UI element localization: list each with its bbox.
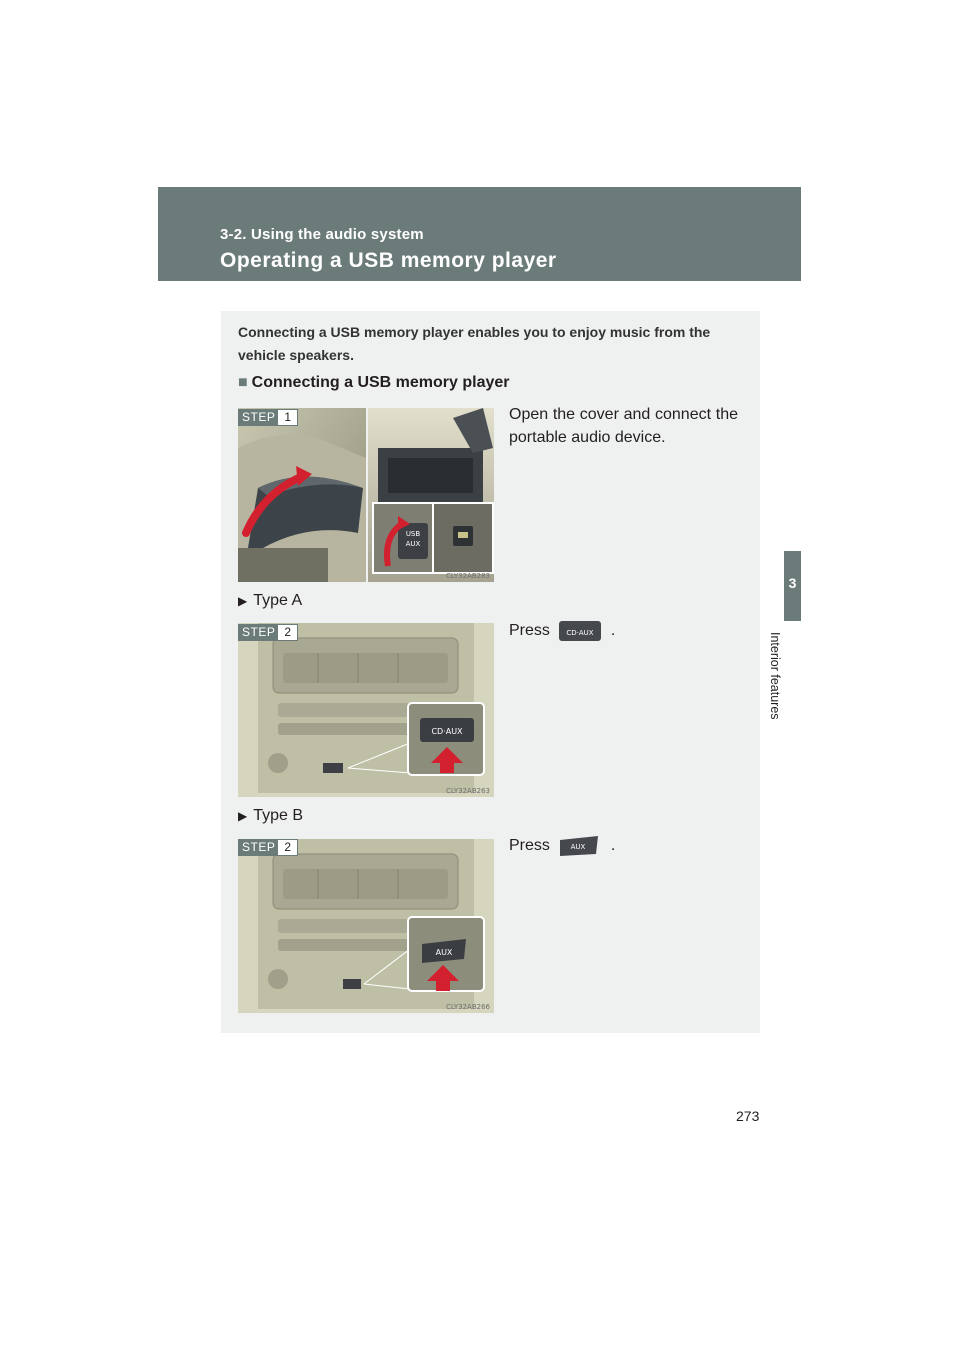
chapter-label-text: Interior features (768, 632, 782, 720)
triangle-bullet-icon: ▶ (238, 809, 248, 823)
content-panel (221, 311, 760, 1033)
square-bullet-icon: ■ (238, 374, 248, 391)
figure-code: CLY32AB266 (446, 1003, 490, 1011)
step-1-badge (238, 409, 298, 426)
press-word: Press (509, 622, 550, 640)
step-2b-badge (238, 839, 298, 856)
type-b-text: Type B (253, 807, 304, 824)
chapter-number: 3 (788, 575, 797, 591)
step-1-text: Open the cover and connect the portable audio device. (509, 406, 738, 446)
figure-code: CLY32AB263 (446, 787, 490, 795)
period: . (610, 837, 616, 855)
inset-label-usb: USB (405, 530, 421, 538)
chapter-tab[interactable] (784, 551, 801, 621)
figure-code: CLY32AB283 (446, 572, 490, 580)
step-word: STEP (239, 625, 278, 640)
subheading (238, 374, 510, 392)
step-word: STEP (239, 410, 278, 425)
step-number: 2 (284, 625, 292, 639)
inset-label-aux: AUX (405, 540, 421, 548)
page-title: Operating a USB memory player (220, 249, 557, 272)
press-word: Press (509, 837, 550, 855)
step-1-figure (238, 408, 494, 582)
step-2b-figure (238, 839, 494, 1013)
type-a-text: Type A (253, 592, 303, 609)
step-number: 2 (284, 840, 292, 854)
inline-button-label: AUX (571, 843, 586, 851)
page-number: 273 (736, 1108, 760, 1124)
intro-text: Connecting a USB memory player enables you to enjoy music from the vehicle speakers. (238, 324, 711, 363)
cd-aux-button-icon (558, 619, 602, 643)
step-number: 1 (284, 410, 292, 424)
armrest-illustration (238, 408, 494, 582)
type-a-label (238, 592, 302, 610)
section-label: 3-2. Using the audio system (220, 226, 424, 243)
step-2a-figure (238, 623, 494, 797)
audio-panel-type-a-illustration (238, 623, 494, 797)
step-2a-badge (238, 624, 298, 641)
button-label-cd-aux: CD·AUX (431, 727, 463, 736)
step-word: STEP (239, 840, 278, 855)
inline-button-label: CD·AUX (566, 629, 594, 637)
header-band (158, 187, 801, 281)
type-b-label (238, 807, 303, 825)
subheading-text: Connecting a USB memory player (251, 374, 510, 391)
aux-button-icon (558, 834, 602, 858)
step-2b-text (509, 834, 615, 858)
step-2a-text (509, 619, 615, 643)
button-label-aux: AUX (435, 948, 453, 957)
audio-panel-type-b-illustration (238, 839, 494, 1013)
triangle-bullet-icon: ▶ (238, 594, 248, 608)
chapter-label (770, 632, 790, 732)
period: . (610, 622, 616, 640)
